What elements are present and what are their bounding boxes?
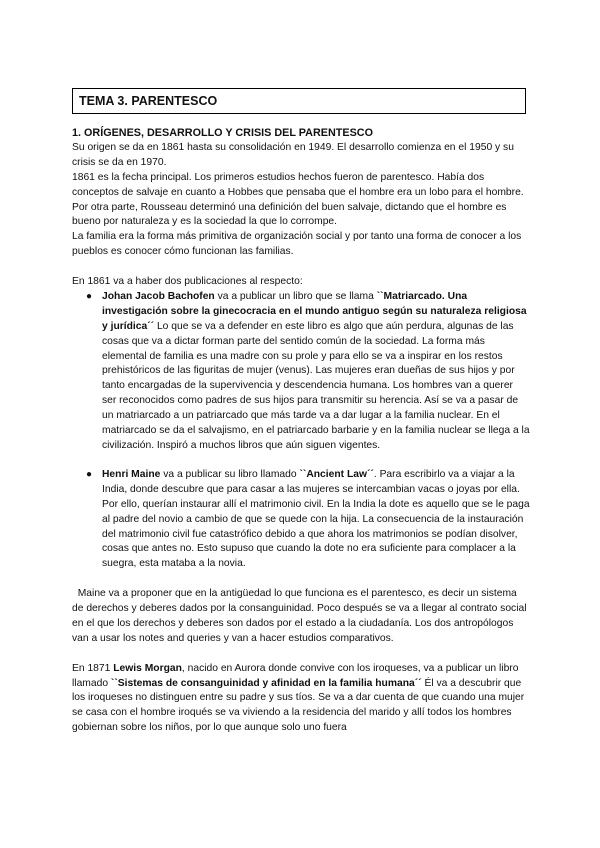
document-body: [72, 126, 530, 736]
list-text: Lo que se va a defender en este libro es algo que aún perdura, algunas de las cosas que va a dictar forman parte del sentido común de la sociedad. La forma más elemental de familia es una madre con su prole y para ello se va a inspirar en los restos prehistóricos de las figuritas de mujer (venus). Las mujeres eran dueñas de sus hijos y por tanto encargadas de la supervivencia y descendencia humana. Los hombres van a querer ser reconocidos como padres de sus hijos para transmitir su herencia. Así se va a pasar de un matriarcado a un patriarcado que más tarde va a dar lugar a la familia nuclear. En el matriarcado se da el salvajismo, en el patriarcado barbarie y en la familia nuclear se llega a la civilización. Inspiró a muchos libros que aún siguen vigentes.: [102, 320, 530, 452]
paragraph-maine: Maine va a proponer que en la antigüedad lo que funciona es el parentesco, es decir un sistema de derechos y deberes dados por la consanguinidad. Poco después se va a llegar al contrato social en el que los derechos y deberes son dados por el estado a la ciudadanía. Los dos antropólogos van a usar los notes and queries y van a hacer estudios comparativos.: [72, 588, 530, 644]
list-text: va a publicar un libro que se llama: [214, 290, 377, 302]
book-title: ``Matriarcado. Una investigación sobre la ginecocracia en el mundo antiguo según su naturaleza religiosa y jurídica´´: [102, 290, 527, 332]
paragraph-origin: Su origen se da en 1861 hasta su consolidación en 1949. El desarrollo comienza en el 1950 y su crisis se da en 1970.: [72, 141, 514, 168]
author-name: Johan Jacob Bachofen: [102, 290, 215, 302]
paragraph-text: En 1871: [72, 662, 114, 674]
book-title: ``Sistemas de consanguinidad y afinidad en la familia humana´´: [110, 677, 422, 689]
list-text: va a publicar su libro llamado: [160, 468, 300, 480]
section-heading: 1. ORÍGENES, DESARROLLO Y CRISIS DEL PARENTESCO: [72, 127, 373, 139]
bullet-icon: ●: [86, 468, 93, 480]
paragraph-morgan: [72, 662, 530, 737]
book-title: ``Ancient Law´´: [299, 468, 374, 480]
paragraph-family: La familia era la forma más primitiva de organización social y por tanto una forma de conocer a los pueblos es conocer cómo funcionan las familias.: [72, 231, 522, 258]
author-name: Henri Maine: [102, 468, 161, 480]
paragraph-publications: En 1861 va a haber dos publicaciones al respecto:: [72, 276, 303, 288]
paragraph-1861: 1861 es la fecha principal. Los primeros estudios hechos fueron de parentesco. Había dos conceptos de salvaje en cuanto a Hobbes que pensaba que el hombre era un lobo para el hombre. Por otra parte, Rousseau determinó una definición del buen salvaje, dictando que el hombre es bueno por naturaleza y es la sociedad la que lo corrompe.: [72, 171, 524, 228]
page-title: TEMA 3. PARENTESCO: [72, 88, 526, 114]
publications-list: [72, 290, 530, 572]
bullet-icon: ●: [86, 290, 93, 302]
list-text: . Para escribirlo va a viajar a la India, donde descubre que para casar a las mujeres se intercambian vacas o joyas por ella. Por ello, querían instaurar allí el matrimonio civil. En la India la dote es aquello que se le paga al padre del novio a cambio de que se quede con la hija. La consecuencia de la instauración del matrimonio civil fue catastrófico debido a que ahora los matrimonios se podían disolver, cosas que antes no. Esto supuso que cuando la dote no era suficiente para complacer a la suegra, esta mataba a la novia.: [102, 468, 530, 570]
list-item-bachofen: [72, 290, 530, 454]
list-item-maine: [72, 468, 530, 572]
paragraph-text: , nacido en Aurora donde convive con los iroqueses, va a publicar un libro llamado: [72, 662, 519, 689]
author-name: Lewis Morgan: [113, 662, 182, 674]
paragraph-text: Él va a descubrir que los iroqueses no distinguen entre su padre y sus tíos. Se va a dar cuenta de que cuando una mujer se casa con el hombre iroqués se va viviendo a la residencia del marido y allí todos los hombres gobiernan sobre los niños, por lo que aunque solo uno fuera: [72, 677, 525, 734]
